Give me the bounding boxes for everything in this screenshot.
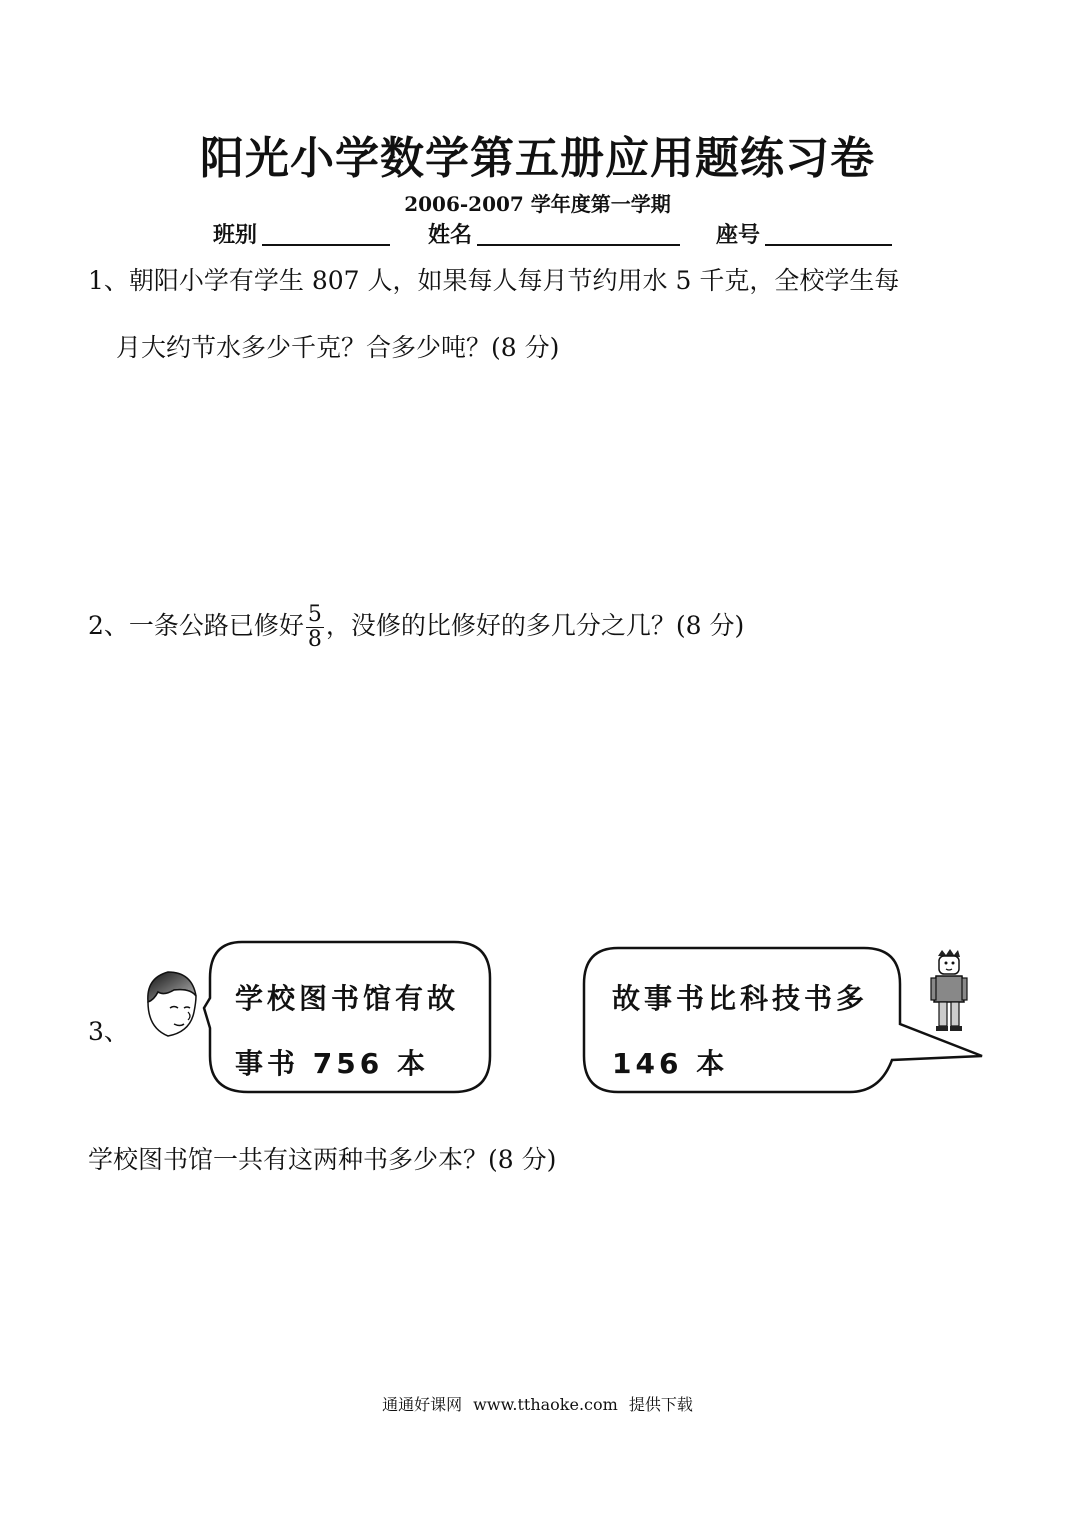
fraction (306, 603, 324, 652)
boy-figure-icon (928, 948, 972, 1036)
left-bubble-line-2: 事书 756 本 (235, 1047, 429, 1080)
fraction-numerator: 5 (307, 602, 322, 627)
girl-avatar-icon (134, 966, 202, 1040)
right-bubble-line-2: 146 本 (612, 1047, 729, 1080)
seat-field[interactable] (765, 220, 892, 246)
name-label: 姓名 (428, 222, 473, 248)
page-footer: 通通好课网 www.tthaoke.com 提供下载 (382, 1395, 693, 1414)
class-field[interactable] (262, 220, 390, 246)
question-2 (88, 596, 744, 656)
question-2-suffix: ，没修的比修好的多几分之几？(8 分) (325, 611, 745, 640)
question-3-text: 学校图书馆一共有这两种书多少本？(8 分) (88, 1145, 557, 1174)
left-bubble-line-1: 学校图书馆有故 (235, 982, 460, 1015)
name-field[interactable] (477, 220, 680, 246)
seat-label: 座号 (716, 222, 761, 248)
page-subtitle: 2006-2007 学年度第一学期 (404, 192, 671, 216)
right-bubble-line-1: 故事书比科技书多 (612, 982, 869, 1015)
class-label: 班别 (213, 222, 258, 248)
question-2-prefix: 2、一条公路已修好 (88, 611, 304, 640)
question-3-number: 3、 (88, 1017, 129, 1046)
question-1-line-2: 月大约节水多少千克？合多少吨？(8 分) (116, 333, 560, 362)
page-title: 阳光小学数学第五册应用题练习卷 (200, 133, 875, 184)
question-1-line-1: 1、朝阳小学有学生 807 人，如果每人每月节约用水 5 千克，全校学生每 (88, 266, 900, 295)
fraction-denominator: 8 (307, 627, 322, 652)
